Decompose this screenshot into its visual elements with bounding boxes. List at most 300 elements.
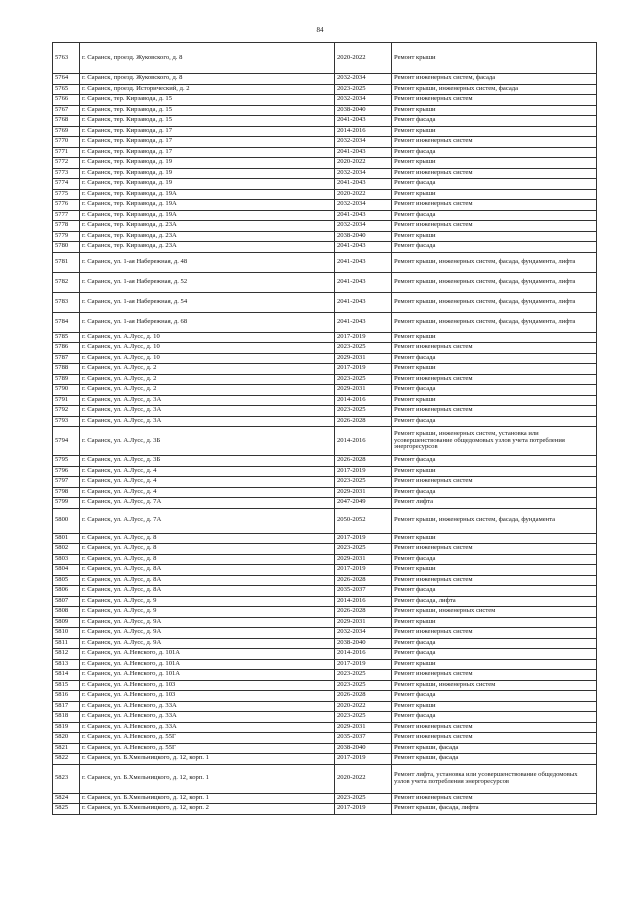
address-cell: г. Саранск, ул. А.Лусс, д. 8А [80,565,335,576]
period-cell: 2041-2043 [335,179,392,190]
period-cell: 2014-2016 [335,596,392,607]
row-number-cell: 5785 [53,332,80,343]
row-number-cell: 5813 [53,659,80,670]
period-cell: 2017-2019 [335,466,392,477]
row-number-cell: 5814 [53,670,80,681]
row-number-cell: 5778 [53,221,80,232]
row-number-cell: 5823 [53,764,80,793]
address-cell: г. Саранск, ул. А.Невского, д. 55Г [80,743,335,754]
address-cell: г. Саранск, ул. А.Лусс, д. 3Б [80,427,335,456]
work-type-cell: Ремонт крыши, инженерных систем [392,680,597,691]
period-cell: 2032-2034 [335,221,392,232]
work-type-cell: Ремонт фасада [392,649,597,660]
work-type-cell: Ремонт фасада [392,638,597,649]
work-type-cell: Ремонт лифта [392,498,597,509]
table-row [53,158,597,169]
address-cell: г. Саранск, ул. Б.Хмельницкого, д. 12, корп. 1 [80,764,335,793]
row-number-cell: 5799 [53,498,80,509]
work-type-cell: Ремонт крыши, фасада [392,754,597,765]
row-number-cell: 5773 [53,168,80,179]
period-cell: 2041-2043 [335,242,392,253]
row-number-cell: 5818 [53,712,80,723]
address-cell: г. Саранск, ул. А.Невского, д. 33А [80,712,335,723]
work-type-cell: Ремонт инженерных систем [392,137,597,148]
work-type-cell: Ремонт инженерных систем [392,168,597,179]
period-cell: 2020-2022 [335,43,392,74]
row-number-cell: 5783 [53,292,80,312]
row-number-cell: 5763 [53,43,80,74]
address-cell: г. Саранск, ул. А.Невского, д. 55Г [80,733,335,744]
work-type-cell: Ремонт крыши [392,105,597,116]
table-row [53,189,597,200]
row-number-cell: 5765 [53,84,80,95]
table-row [53,565,597,576]
row-number-cell: 5810 [53,628,80,639]
address-cell: г. Саранск, тер. Кирзавода, д. 23А [80,231,335,242]
work-type-cell: Ремонт крыши [392,126,597,137]
work-type-cell: Ремонт фасада [392,416,597,427]
table-row [53,754,597,765]
row-number-cell: 5781 [53,252,80,272]
period-cell: 2032-2034 [335,628,392,639]
period-cell: 2032-2034 [335,137,392,148]
page-number: 84 [316,26,324,34]
row-number-cell: 5798 [53,487,80,498]
table-row [53,147,597,158]
address-cell: г. Саранск, ул. А.Лусс, д. 3А [80,406,335,417]
work-type-cell: Ремонт крыши [392,533,597,544]
row-number-cell: 5806 [53,586,80,597]
period-cell: 2050-2052 [335,508,392,533]
address-cell: г. Саранск, тер. Кирзавода, д. 19 [80,179,335,190]
table-row [53,804,597,815]
table-row [53,210,597,221]
row-number-cell: 5779 [53,231,80,242]
address-cell: г. Саранск, тер. Кирзавода, д. 15 [80,105,335,116]
row-number-cell: 5815 [53,680,80,691]
address-cell: г. Саранск, ул. А.Невского, д. 101А [80,649,335,660]
table-row [53,116,597,127]
work-type-cell: Ремонт инженерных систем [392,575,597,586]
table-row [53,168,597,179]
period-cell: 2017-2019 [335,565,392,576]
table-row [53,533,597,544]
work-type-cell: Ремонт крыши, инженерных систем, фасада, фундамента, лифта [392,312,597,332]
row-number-cell: 5770 [53,137,80,148]
period-cell: 2020-2022 [335,158,392,169]
period-cell: 2029-2031 [335,554,392,565]
period-cell: 2023-2025 [335,374,392,385]
address-cell: г. Саранск, ул. А.Лусс, д. 8А [80,575,335,586]
address-cell: г. Саранск, ул. 1-ая Набережная, д. 54 [80,292,335,312]
address-cell: г. Саранск, тер. Кирзавода, д. 15 [80,95,335,106]
address-cell: г. Саранск, ул. А.Лусс, д. 2 [80,374,335,385]
period-cell: 2020-2022 [335,764,392,793]
work-type-cell: Ремонт инженерных систем [392,95,597,106]
table-row [53,84,597,95]
address-cell: г. Саранск, ул. А.Лусс, д. 8 [80,544,335,555]
address-cell: г. Саранск, ул. А.Лусс, д. 3Б [80,456,335,467]
row-number-cell: 5803 [53,554,80,565]
row-number-cell: 5792 [53,406,80,417]
table-row [53,292,597,312]
row-number-cell: 5805 [53,575,80,586]
address-cell: г. Саранск, ул. А.Лусс, д. 8 [80,533,335,544]
table-row [53,764,597,793]
address-cell: г. Саранск, тер. Кирзавода, д. 15 [80,116,335,127]
period-cell: 2023-2025 [335,84,392,95]
work-type-cell: Ремонт инженерных систем [392,406,597,417]
row-number-cell: 5795 [53,456,80,467]
period-cell: 2014-2016 [335,126,392,137]
address-cell: г. Саранск, ул. А.Невского, д. 33А [80,722,335,733]
address-cell: г. Саранск, тер. Кирзавода, д. 19 [80,168,335,179]
address-cell: г. Саранск, ул. 1-ая Набережная, д. 68 [80,312,335,332]
address-cell: г. Саранск, тер. Кирзавода, д. 17 [80,126,335,137]
row-number-cell: 5766 [53,95,80,106]
table-row [53,395,597,406]
address-cell: г. Саранск, ул. А.Лусс, д. 3А [80,416,335,427]
table-row [53,105,597,116]
address-cell: г. Саранск, ул. А.Лусс, д. 7А [80,508,335,533]
period-cell: 2023-2025 [335,406,392,417]
table-row [53,596,597,607]
table-row [53,498,597,509]
row-number-cell: 5822 [53,754,80,765]
period-cell: 2041-2043 [335,272,392,292]
work-type-cell: Ремонт фасада [392,586,597,597]
table-body [53,43,597,815]
table-row [53,312,597,332]
period-cell: 2014-2016 [335,427,392,456]
table-row [53,200,597,211]
table-row [53,179,597,190]
row-number-cell: 5771 [53,147,80,158]
work-type-cell: Ремонт фасада, лифта [392,596,597,607]
row-number-cell: 5809 [53,617,80,628]
table-row [53,508,597,533]
row-number-cell: 5816 [53,691,80,702]
table-row [53,712,597,723]
table-row [53,456,597,467]
row-number-cell: 5788 [53,364,80,375]
address-cell: г. Саранск, ул. Б.Хмельницкого, д. 12, корп. 2 [80,804,335,815]
address-cell: г. Саранск, тер. Кирзавода, д. 19А [80,189,335,200]
period-cell: 2020-2022 [335,189,392,200]
work-type-cell: Ремонт крыши [392,158,597,169]
table-row [53,554,597,565]
work-type-cell: Ремонт крыши [392,332,597,343]
work-type-cell: Ремонт фасада [392,147,597,158]
row-number-cell: 5812 [53,649,80,660]
period-cell: 2032-2034 [335,74,392,85]
period-cell: 2023-2025 [335,670,392,681]
address-cell: г. Саранск, проезд. Исторический, д. 2 [80,84,335,95]
address-cell: г. Саранск, ул. А.Лусс, д. 10 [80,332,335,343]
work-type-cell: Ремонт инженерных систем [392,343,597,354]
table-row [53,332,597,343]
row-number-cell: 5768 [53,116,80,127]
table-row [53,617,597,628]
period-cell: 2029-2031 [335,617,392,628]
address-cell: г. Саранск, проезд. Жуковского, д. 8 [80,74,335,85]
period-cell: 2032-2034 [335,200,392,211]
row-number-cell: 5769 [53,126,80,137]
row-number-cell: 5789 [53,374,80,385]
address-cell: г. Саранск, тер. Кирзавода, д. 17 [80,137,335,148]
address-cell: г. Саранск, ул. А.Лусс, д. 9 [80,607,335,618]
address-cell: г. Саранск, ул. А.Невского, д. 103 [80,680,335,691]
work-type-cell: Ремонт крыши [392,364,597,375]
table-row [53,743,597,754]
work-type-cell: Ремонт крыши, инженерных систем, фасада, фундамента, лифта [392,272,597,292]
table-row [53,427,597,456]
table-row [53,252,597,272]
address-cell: г. Саранск, ул. А.Лусс, д. 9А [80,617,335,628]
row-number-cell: 5797 [53,477,80,488]
row-number-cell: 5764 [53,74,80,85]
address-cell: г. Саранск, ул. А.Невского, д. 101А [80,659,335,670]
period-cell: 2026-2028 [335,691,392,702]
period-cell: 2026-2028 [335,456,392,467]
period-cell: 2038-2040 [335,231,392,242]
table-row [53,691,597,702]
period-cell: 2026-2028 [335,416,392,427]
period-cell: 2017-2019 [335,754,392,765]
row-number-cell: 5817 [53,701,80,712]
table-row [53,385,597,396]
row-number-cell: 5811 [53,638,80,649]
work-type-cell: Ремонт крыши [392,701,597,712]
work-type-cell: Ремонт крыши, инженерных систем, фасада, фундамента, лифта [392,252,597,272]
table-row [53,722,597,733]
address-cell: г. Саранск, ул. А.Невского, д. 103 [80,691,335,702]
period-cell: 2023-2025 [335,680,392,691]
address-cell: г. Саранск, ул. 1-ая Набережная, д. 48 [80,252,335,272]
row-number-cell: 5800 [53,508,80,533]
row-number-cell: 5767 [53,105,80,116]
row-number-cell: 5780 [53,242,80,253]
period-cell: 2032-2034 [335,168,392,179]
period-cell: 2017-2019 [335,332,392,343]
period-cell: 2038-2040 [335,743,392,754]
period-cell: 2014-2016 [335,649,392,660]
address-cell: г. Саранск, ул. А.Лусс, д. 9А [80,638,335,649]
table-row [53,659,597,670]
address-cell: г. Саранск, ул. А.Лусс, д. 4 [80,466,335,477]
work-type-cell: Ремонт инженерных систем [392,544,597,555]
address-cell: г. Саранск, проезд. Жуковского, д. 8 [80,43,335,74]
table-row [53,242,597,253]
work-type-cell: Ремонт инженерных систем [392,374,597,385]
address-cell: г. Саранск, ул. А.Лусс, д. 4 [80,477,335,488]
period-cell: 2023-2025 [335,343,392,354]
row-number-cell: 5790 [53,385,80,396]
address-cell: г. Саранск, тер. Кирзавода, д. 17 [80,147,335,158]
address-cell: г. Саранск, тер. Кирзавода, д. 19А [80,200,335,211]
period-cell: 2017-2019 [335,364,392,375]
table-row [53,74,597,85]
row-number-cell: 5801 [53,533,80,544]
work-type-cell: Ремонт фасада [392,712,597,723]
work-type-cell: Ремонт инженерных систем [392,733,597,744]
work-type-cell: Ремонт крыши, фасада [392,743,597,754]
period-cell: 2023-2025 [335,712,392,723]
table-row [53,272,597,292]
work-type-cell: Ремонт крыши, инженерных систем, установка или усовершенствование общедомовых узлов учета потребления энергоресурсов [392,427,597,456]
row-number-cell: 5808 [53,607,80,618]
work-type-cell: Ремонт крыши [392,189,597,200]
work-type-cell: Ремонт инженерных систем [392,670,597,681]
row-number-cell: 5791 [53,395,80,406]
row-number-cell: 5796 [53,466,80,477]
row-number-cell: 5825 [53,804,80,815]
work-type-cell: Ремонт крыши [392,395,597,406]
table-row [53,416,597,427]
table-row [53,575,597,586]
address-cell: г. Саранск, ул. А.Лусс, д. 10 [80,353,335,364]
period-cell: 2038-2040 [335,105,392,116]
work-type-cell: Ремонт фасада [392,487,597,498]
period-cell: 2029-2031 [335,722,392,733]
period-cell: 2029-2031 [335,353,392,364]
period-cell: 2041-2043 [335,252,392,272]
period-cell: 2017-2019 [335,659,392,670]
table-row [53,364,597,375]
address-cell: г. Саранск, тер. Кирзавода, д. 23А [80,221,335,232]
table-row [53,670,597,681]
period-cell: 2032-2034 [335,95,392,106]
address-cell: г. Саранск, ул. А.Лусс, д. 9А [80,628,335,639]
table-row [53,353,597,364]
work-type-cell: Ремонт крыши, инженерных систем, фасада, фундамента, лифта [392,292,597,312]
work-type-cell: Ремонт крыши, инженерных систем, фасада [392,84,597,95]
row-number-cell: 5804 [53,565,80,576]
work-type-cell: Ремонт фасада [392,210,597,221]
period-cell: 2026-2028 [335,575,392,586]
row-number-cell: 5786 [53,343,80,354]
address-cell: г. Саранск, тер. Кирзавода, д. 19А [80,210,335,221]
address-cell: г. Саранск, ул. А.Лусс, д. 3А [80,395,335,406]
period-cell: 2023-2025 [335,477,392,488]
address-cell: г. Саранск, тер. Кирзавода, д. 19 [80,158,335,169]
table-row [53,95,597,106]
work-type-cell: Ремонт фасада [392,691,597,702]
table-row [53,649,597,660]
table-row [53,793,597,804]
work-type-cell: Ремонт фасада [392,554,597,565]
table-row [53,231,597,242]
period-cell: 2017-2019 [335,804,392,815]
work-type-cell: Ремонт инженерных систем [392,477,597,488]
table-row [53,343,597,354]
work-type-cell: Ремонт крыши [392,617,597,628]
row-number-cell: 5793 [53,416,80,427]
work-type-cell: Ремонт инженерных систем, фасада [392,74,597,85]
row-number-cell: 5787 [53,353,80,364]
work-type-cell: Ремонт фасада [392,179,597,190]
work-type-cell: Ремонт фасада [392,116,597,127]
work-type-cell: Ремонт крыши, инженерных систем [392,607,597,618]
table-row [53,607,597,618]
table-row [53,638,597,649]
address-cell: г. Саранск, ул. А.Лусс, д. 2 [80,385,335,396]
address-cell: г. Саранск, ул. А.Невского, д. 101А [80,670,335,681]
address-cell: г. Саранск, ул. А.Лусс, д. 8А [80,586,335,597]
table-row [53,628,597,639]
table-row [53,701,597,712]
work-type-cell: Ремонт крыши, фасада, лифта [392,804,597,815]
work-type-cell: Ремонт крыши, инженерных систем, фасада, фундамента [392,508,597,533]
period-cell: 2014-2016 [335,395,392,406]
address-cell: г. Саранск, ул. А.Лусс, д. 7А [80,498,335,509]
table-row [53,406,597,417]
period-cell: 2041-2043 [335,147,392,158]
table-row [53,137,597,148]
row-number-cell: 5784 [53,312,80,332]
work-type-cell: Ремонт крыши [392,466,597,477]
work-type-cell: Ремонт инженерных систем [392,628,597,639]
period-cell: 2041-2043 [335,292,392,312]
period-cell: 2035-2037 [335,733,392,744]
work-type-cell: Ремонт крыши [392,43,597,74]
row-number-cell: 5775 [53,189,80,200]
row-number-cell: 5820 [53,733,80,744]
work-type-cell: Ремонт инженерных систем [392,722,597,733]
table-row [53,733,597,744]
row-number-cell: 5819 [53,722,80,733]
work-type-cell: Ремонт фасада [392,456,597,467]
work-type-cell: Ремонт крыши [392,659,597,670]
address-cell: г. Саранск, тер. Кирзавода, д. 23А [80,242,335,253]
row-number-cell: 5782 [53,272,80,292]
row-number-cell: 5824 [53,793,80,804]
period-cell: 2023-2025 [335,544,392,555]
work-type-cell: Ремонт инженерных систем [392,793,597,804]
work-type-cell: Ремонт крыши [392,565,597,576]
capital-repair-table [52,42,597,815]
work-type-cell: Ремонт фасада [392,242,597,253]
period-cell: 2023-2025 [335,793,392,804]
table-row [53,43,597,74]
address-cell: г. Саранск, ул. Б.Хмельницкого, д. 12, корп. 1 [80,793,335,804]
period-cell: 2041-2043 [335,312,392,332]
address-cell: г. Саранск, ул. 1-ая Набережная, д. 52 [80,272,335,292]
table-row [53,126,597,137]
address-cell: г. Саранск, ул. А.Лусс, д. 4 [80,487,335,498]
period-cell: 2029-2031 [335,487,392,498]
address-cell: г. Саранск, ул. А.Невского, д. 33А [80,701,335,712]
work-type-cell: Ремонт инженерных систем [392,221,597,232]
work-type-cell: Ремонт крыши [392,231,597,242]
work-type-cell: Ремонт фасада [392,385,597,396]
table-row [53,374,597,385]
table-row [53,544,597,555]
address-cell: г. Саранск, ул. А.Лусс, д. 9 [80,596,335,607]
work-type-cell: Ремонт инженерных систем [392,200,597,211]
address-cell: г. Саранск, ул. А.Лусс, д. 10 [80,343,335,354]
table-row [53,680,597,691]
work-type-cell: Ремонт фасада [392,353,597,364]
row-number-cell: 5807 [53,596,80,607]
table-row [53,487,597,498]
period-cell: 2020-2022 [335,701,392,712]
row-number-cell: 5774 [53,179,80,190]
period-cell: 2041-2043 [335,210,392,221]
period-cell: 2038-2040 [335,638,392,649]
address-cell: г. Саранск, ул. А.Лусс, д. 2 [80,364,335,375]
address-cell: г. Саранск, ул. Б.Хмельницкого, д. 12, корп. 1 [80,754,335,765]
